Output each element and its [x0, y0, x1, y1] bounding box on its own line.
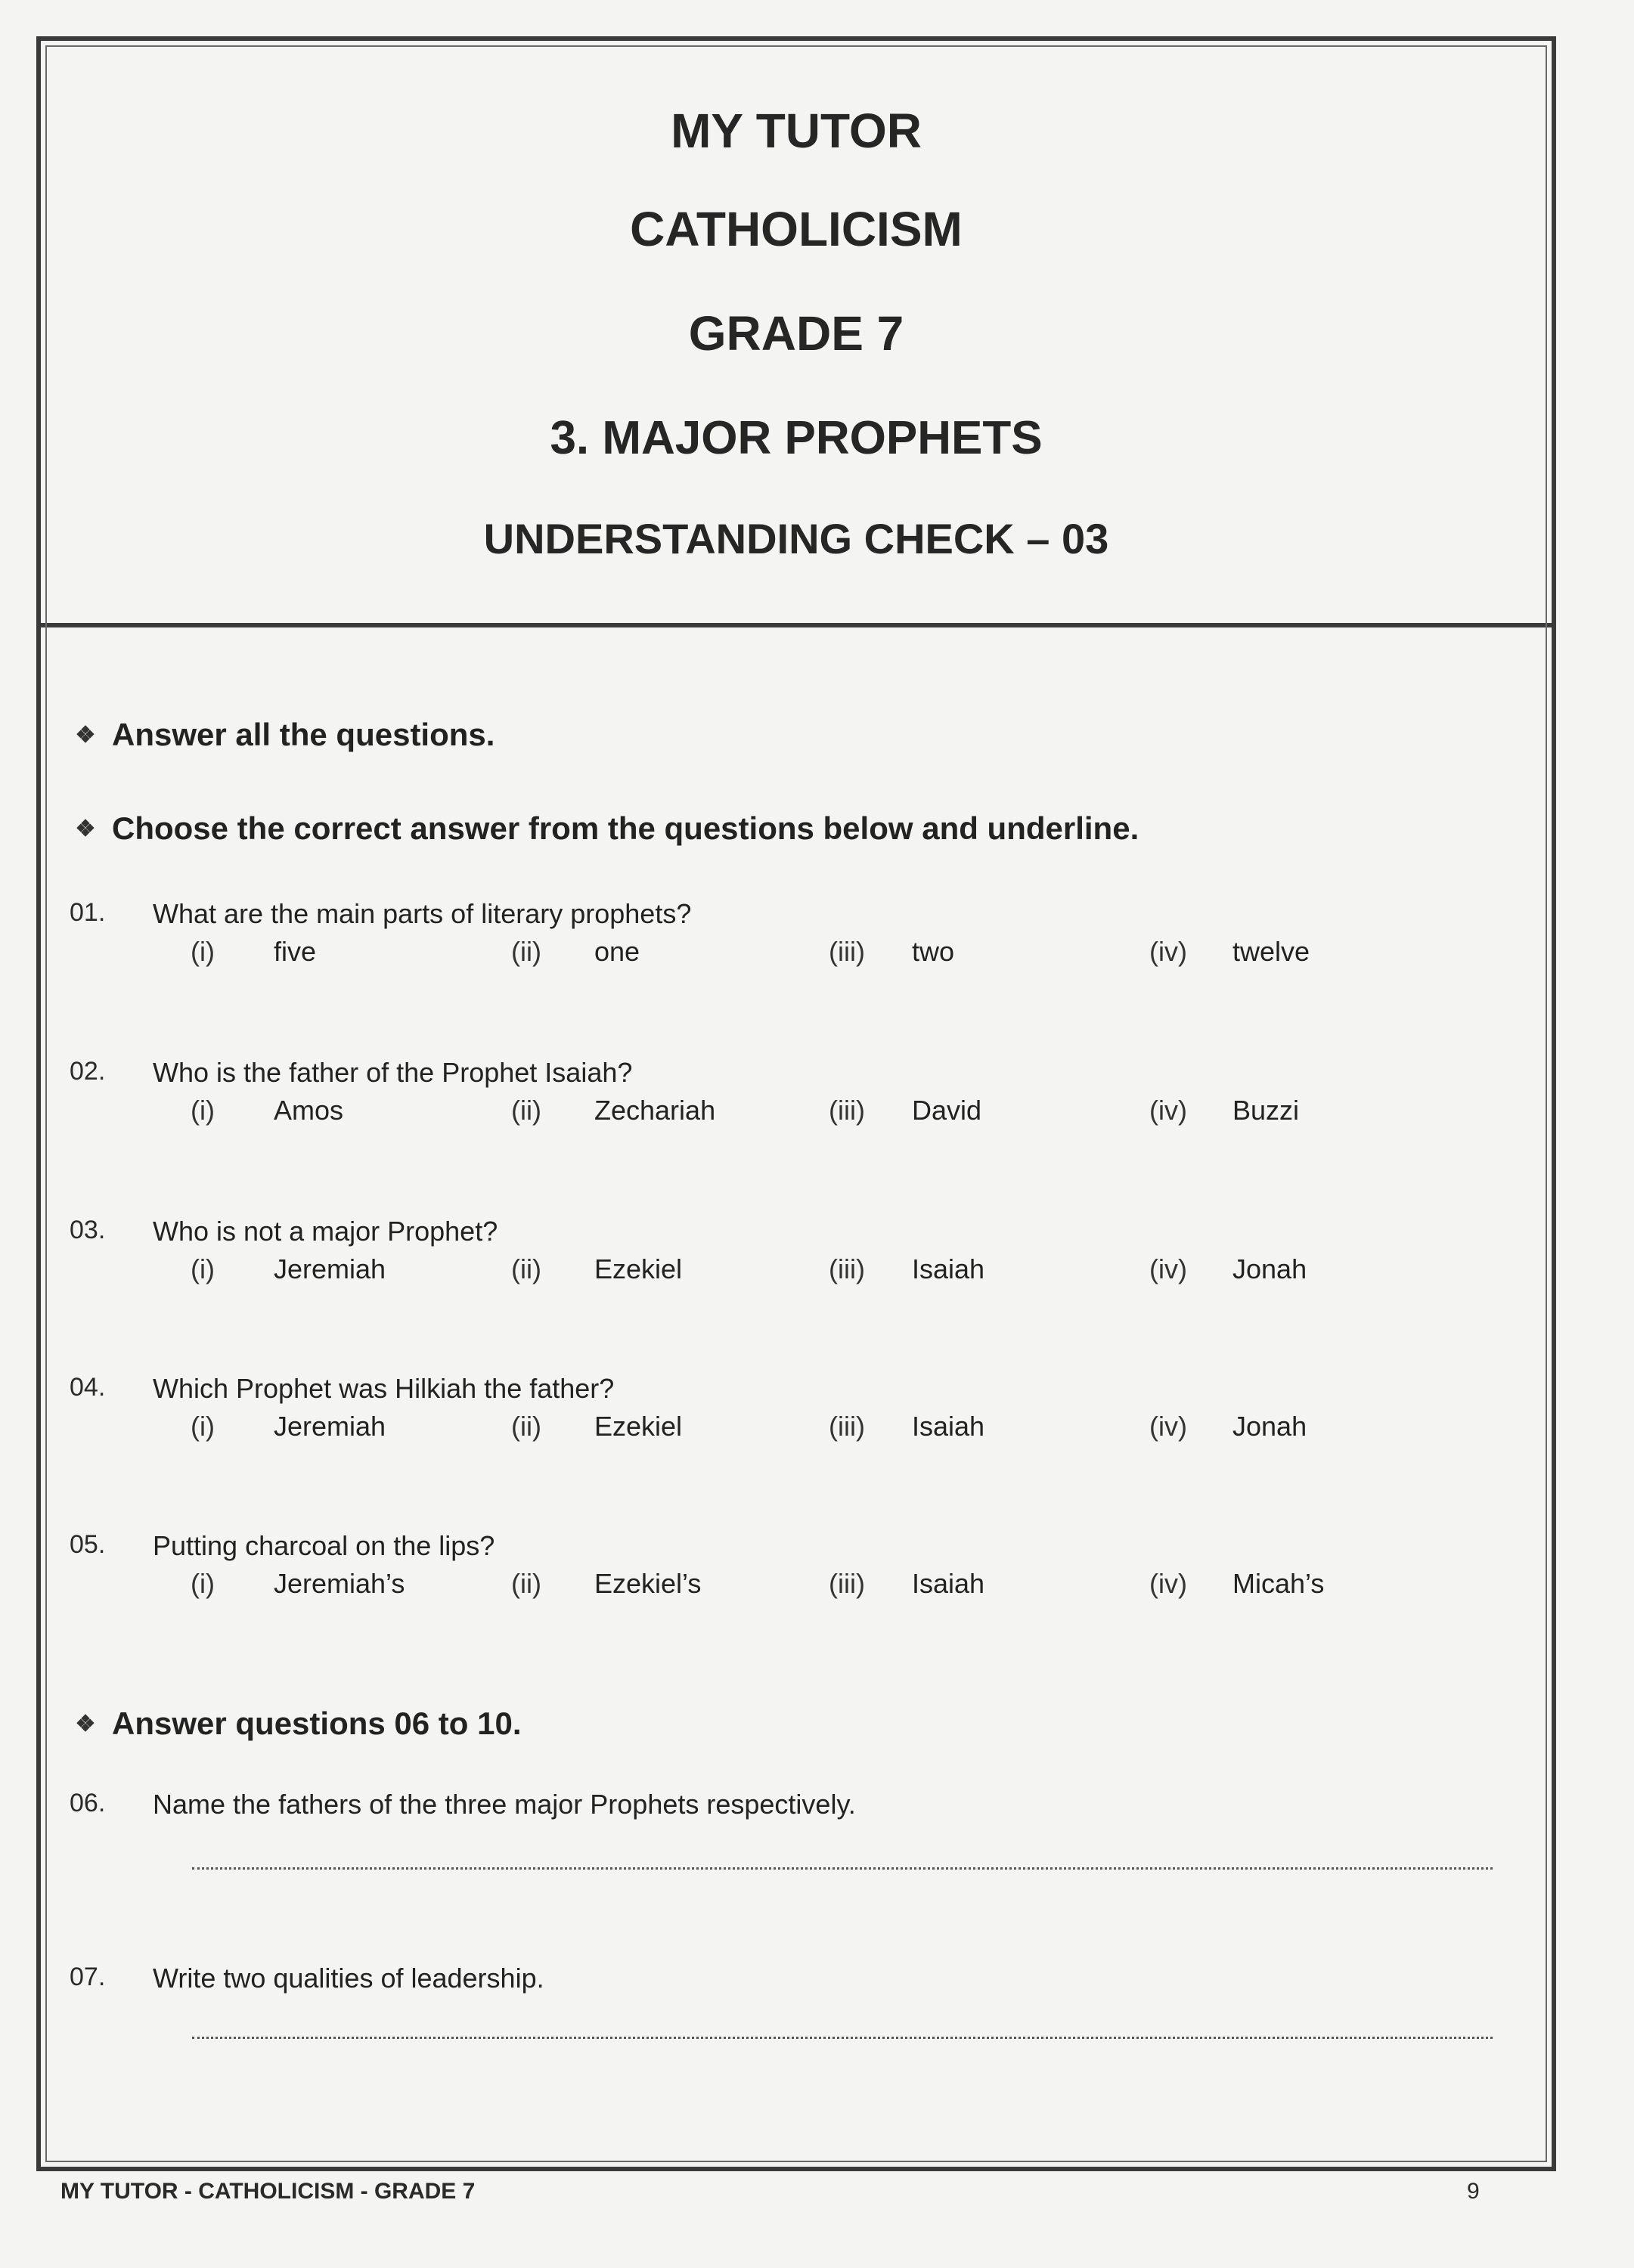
answer-line-07[interactable] [192, 2037, 1493, 2039]
question-number: 01. [70, 898, 106, 927]
option-i[interactable]: (i) Jeremiah [191, 1411, 386, 1442]
question-text: Putting charcoal on the lips? [153, 1530, 495, 1561]
question-number: 07. [70, 1963, 106, 1991]
option-ii[interactable]: (ii) Ezekiel [511, 1253, 683, 1284]
question-number: 05. [70, 1530, 106, 1559]
option-iii[interactable]: (iii) two [829, 936, 955, 967]
question-number: 04. [70, 1373, 106, 1402]
instruction-text: Answer questions 06 to 10. [112, 1706, 522, 1741]
diamond-bullet-icon: ❖ [75, 1711, 96, 1737]
option-i[interactable]: (i) Jeremiah’s [191, 1568, 405, 1599]
question-text: Who is the father of the Prophet Isaiah? [153, 1057, 633, 1088]
header-grade: GRADE 7 [688, 306, 904, 361]
header-chapter: 3. MAJOR PROPHETS [550, 412, 1043, 464]
instruction-choose [73, 810, 1139, 847]
option-iv[interactable]: (iv) Jonah [1149, 1411, 1307, 1442]
option-ii[interactable]: (ii) Ezekiel [511, 1411, 683, 1442]
header-my-tutor: MY TUTOR [671, 104, 922, 158]
page-number: 9 [1467, 2179, 1480, 2204]
instruction-text: Choose the correct answer from the questions below and underline. [112, 810, 1139, 846]
diamond-bullet-icon: ❖ [75, 722, 96, 748]
footer-title: MY TUTOR - CATHOLICISM - GRADE 7 [60, 2179, 476, 2204]
option-iv[interactable]: (iv) Jonah [1149, 1253, 1307, 1284]
instruction-text: Answer all the questions. [112, 717, 495, 752]
question-number: 06. [70, 1789, 106, 1817]
option-i[interactable]: (i) Amos [191, 1095, 344, 1126]
header-subject: CATHOLICISM [630, 202, 963, 256]
question-text: Which Prophet was Hilkiah the father? [153, 1373, 615, 1404]
option-iii[interactable]: (iii) Isaiah [829, 1568, 985, 1599]
option-ii[interactable]: (ii) Ezekiel’s [511, 1568, 702, 1599]
option-ii[interactable]: (ii) Zechariah [511, 1095, 716, 1126]
diamond-bullet-icon: ❖ [75, 816, 96, 841]
option-iv[interactable]: (iv) Micah’s [1149, 1568, 1325, 1599]
option-iv[interactable]: (iv) twelve [1149, 936, 1310, 967]
instruction-answer-all [73, 717, 495, 753]
title-box [41, 41, 1552, 627]
question-number: 02. [70, 1057, 106, 1086]
option-ii[interactable]: (ii) one [511, 936, 640, 967]
answer-line-06[interactable] [192, 1867, 1493, 1870]
option-iii[interactable]: (iii) Isaiah [829, 1253, 985, 1284]
question-text: Who is not a major Prophet? [153, 1216, 498, 1247]
question-number: 03. [70, 1216, 106, 1244]
option-i[interactable]: (i) five [191, 936, 317, 967]
option-i[interactable]: (i) Jeremiah [191, 1253, 386, 1284]
question-text: Write two qualities of leadership. [153, 1963, 544, 1994]
option-iii[interactable]: (iii) Isaiah [829, 1411, 985, 1442]
question-text: Name the fathers of the three major Prophets respectively. [153, 1789, 856, 1820]
instruction-answer-06-10 [73, 1706, 522, 1742]
question-text: What are the main parts of literary prophets? [153, 898, 692, 929]
option-iv[interactable]: (iv) Buzzi [1149, 1095, 1300, 1126]
header-check: UNDERSTANDING CHECK – 03 [483, 515, 1109, 562]
option-iii[interactable]: (iii) David [829, 1095, 982, 1126]
